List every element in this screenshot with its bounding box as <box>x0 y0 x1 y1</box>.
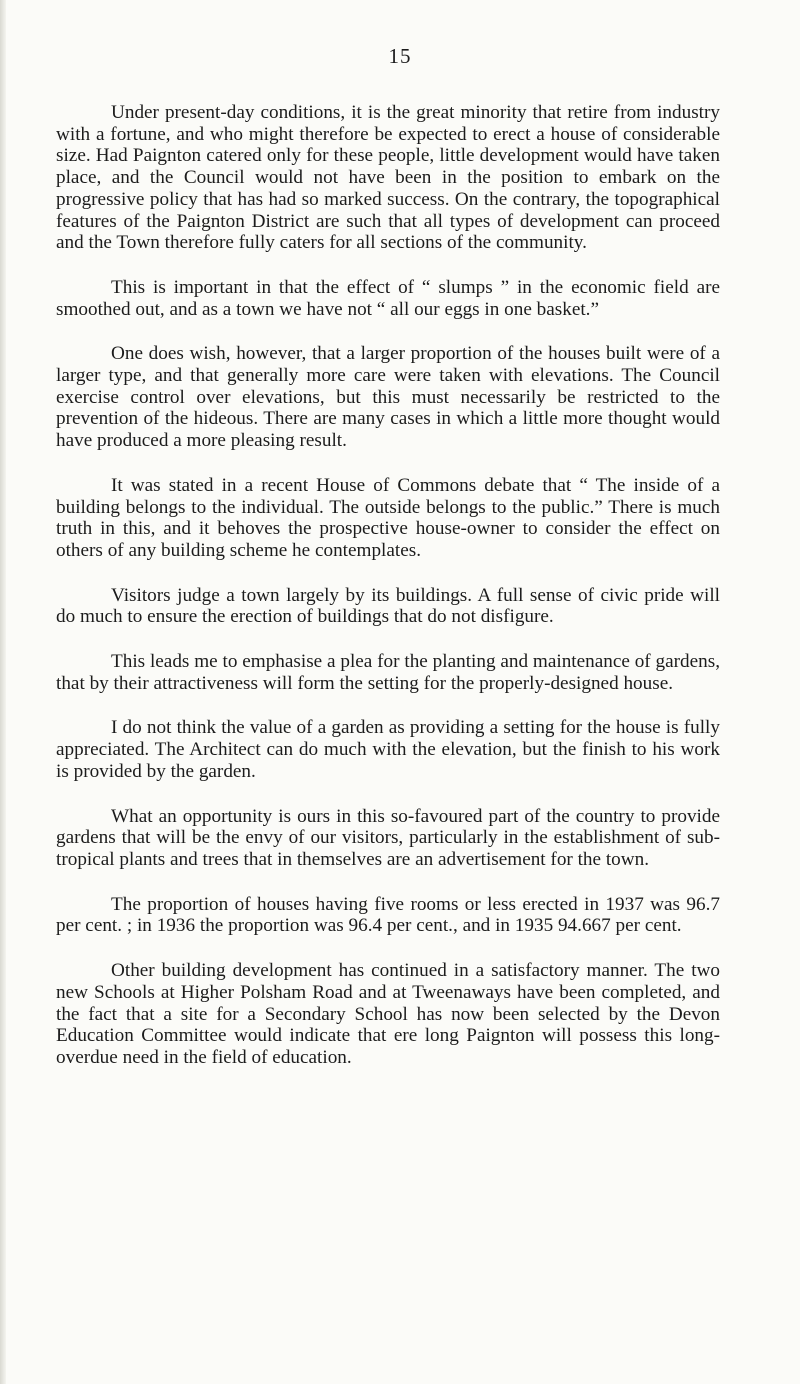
paragraph-sub-tropical: What an opportunity is ours in this so-favoured part of the country to provide gardens that will be the envy of our visitors, particularly in the establishment of sub-tropical plants and trees that in themselves are an advertisement for the town. <box>56 805 720 870</box>
page-number: 15 <box>388 44 412 68</box>
paragraph-house-proportion: The proportion of houses having five rooms or less erected in 1937 was 96.7 per cent. ; in 1936 the proportion was 96.4 per cent., and in 1935 94.667 per cent. <box>56 893 720 937</box>
paragraph-commons-debate: It was stated in a recent House of Commons debate that “ The inside of a building belongs to the individual. The outside belongs to the public.” There is much truth in this, and it behoves the prospective house-owner to consider the effect on others of any building scheme he contemplates. <box>56 474 720 561</box>
paragraph-schools: Other building development has continued in a satisfactory manner. The two new Schools at Higher Polsham Road and at Tweenaways have been completed, and the fact that a site for a Secondary School has now been selected by the Devon Education Committee would indicate that ere long Paignton will possess this long-overdue need in the field of education. <box>56 960 720 1068</box>
paragraph-gardens-plea: This leads me to emphasise a plea for the planting and maintenance of gardens, that by their attractiveness will form the setting for the properly-designed house. <box>56 651 720 694</box>
report-body <box>56 102 720 1092</box>
paragraph-slumps: This is important in that the effect of “ slumps ” in the economic field are smoothed out, and as a town we have not “ all our eggs in one basket.” <box>56 276 720 320</box>
paragraph-civic-pride: Visitors judge a town largely by its buildings. A full sense of civic pride will do much to ensure the erection of buildings that do not disfigure. <box>56 584 720 628</box>
page-binding-edge <box>0 0 6 1384</box>
paragraph-elevations: One does wish, however, that a larger proportion of the houses built were of a larger type, and that generally more care were taken with elevations. The Council exercise control over elevations, but this must necessarily be restricted to the prevention of the hideous. There are many cases in which a little more thought would have produced a more pleasing result. <box>56 343 720 452</box>
paragraph-retirement-housing: Under present-day conditions, it is the great minority that retire from industry with a fortune, and who might therefore be expected to erect a house of considerable size. Had Paignton catered only for these people, little development would have taken place, and the Council would not have been in the position to embark on the progressive policy that has had so marked success. On the contrary, the topographical features of the Paignton District are such that all types of development can proceed and the Town therefore fully caters for all sections of the community. <box>56 102 720 254</box>
paragraph-garden-setting: I do not think the value of a garden as providing a setting for the house is fully appreciated. The Architect can do much with the elevation, but the finish to his work is provided by the garden. <box>56 717 720 782</box>
